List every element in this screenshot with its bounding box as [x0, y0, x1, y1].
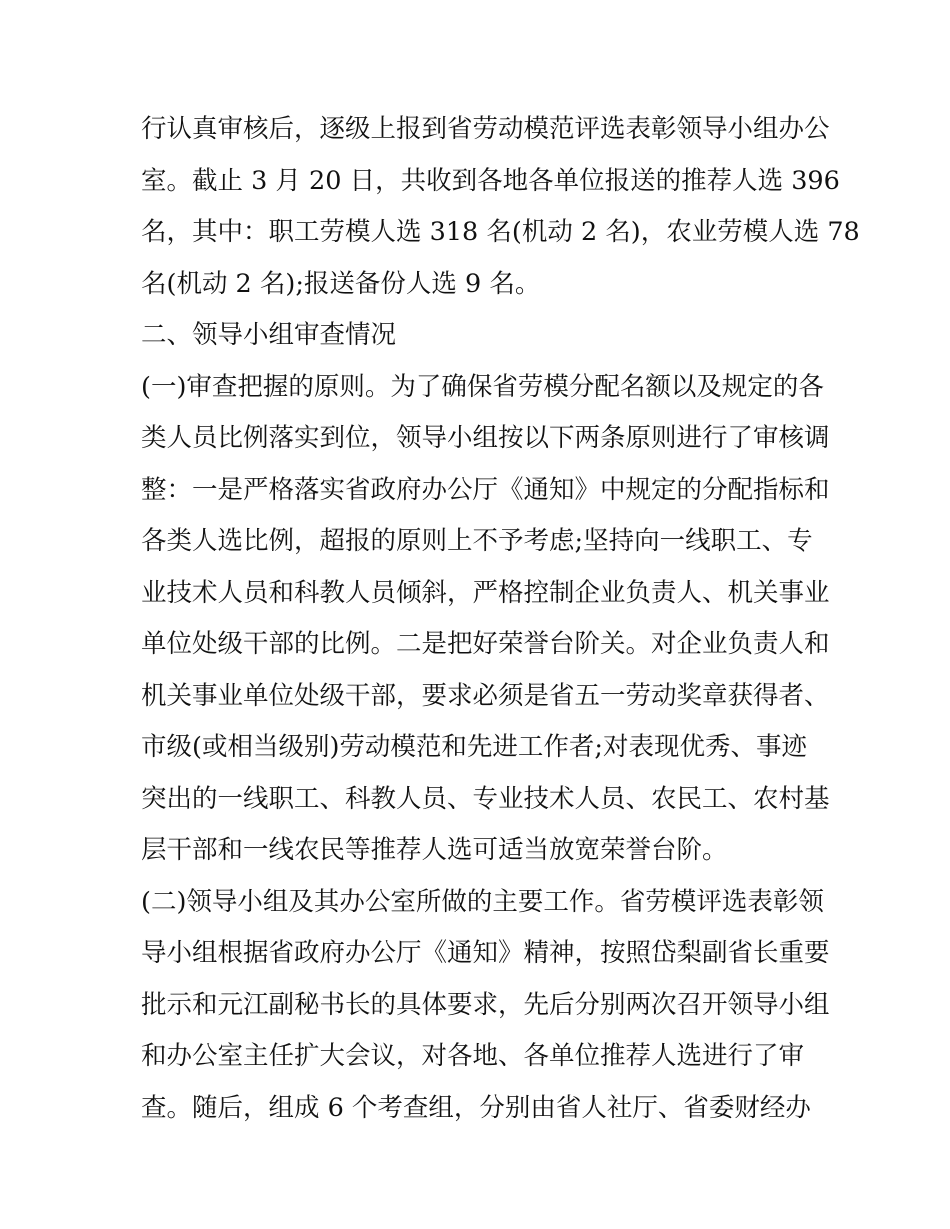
text-line: 名(机动 2 名);报送备份人选 9 名。 [141, 268, 541, 299]
text-line: 单位处级干部的比例。二是把好荣誉台阶关。对企业负责人和 [141, 629, 830, 659]
text-line: 批示和元江副秘书长的具体要求，先后分别两次召开领导小组 [141, 989, 830, 1020]
document-body [141, 104, 860, 1134]
text-line: 和办公室主任扩大会议，对各地、各单位推荐人选进行了审 [141, 1041, 805, 1071]
text-line: (二)领导小组及其办公室所做的主要工作。省劳模评选表彰领 [141, 886, 824, 917]
text-line: 层干部和一线农民等推荐人选可适当放宽荣誉台阶。 [141, 835, 728, 865]
section-heading: 二、领导小组审查情况 [141, 320, 397, 350]
text-line: 各类人选比例，超报的原则上不予考虑;坚持向一线职工、专 [141, 526, 813, 556]
text-line: 市级(或相当级别)劳动模范和先进工作者;对表现优秀、事迹 [141, 732, 807, 762]
text-line: 名，其中：职工劳模人选 318 名(机动 2 名)，农业劳模人选 78 [141, 217, 860, 247]
text-line: 业技术人员和科教人员倾斜，严格控制企业负责人、机关事业 [141, 577, 830, 608]
text-line: 行认真审核后，逐级上报到省劳动模范评选表彰领导小组办公 [141, 114, 830, 144]
text-line: 导小组根据省政府办公厅《通知》精神，按照岱梨副省长重要 [141, 938, 830, 968]
text-line: (一)审查把握的原则。为了确保省劳模分配名额以及规定的各 [141, 371, 824, 402]
text-line: 室。截止 3 月 20 日，共收到各地各单位报送的推荐人选 396 [141, 165, 840, 196]
text-line: 整：一是严格落实省政府办公厅《通知》中规定的分配指标和 [141, 474, 830, 505]
text-line: 机关事业单位处级干部，要求必须是省五一劳动奖章获得者、 [141, 680, 830, 711]
text-line: 突出的一线职工、科教人员、专业技术人员、农民工、农村基 [141, 783, 830, 814]
text-line: 查。随后，组成 6 个考查组，分别由省人社厅、省委财经办 [141, 1092, 811, 1123]
text-line: 类人员比例落实到位，领导小组按以下两条原则进行了审核调 [141, 423, 830, 453]
